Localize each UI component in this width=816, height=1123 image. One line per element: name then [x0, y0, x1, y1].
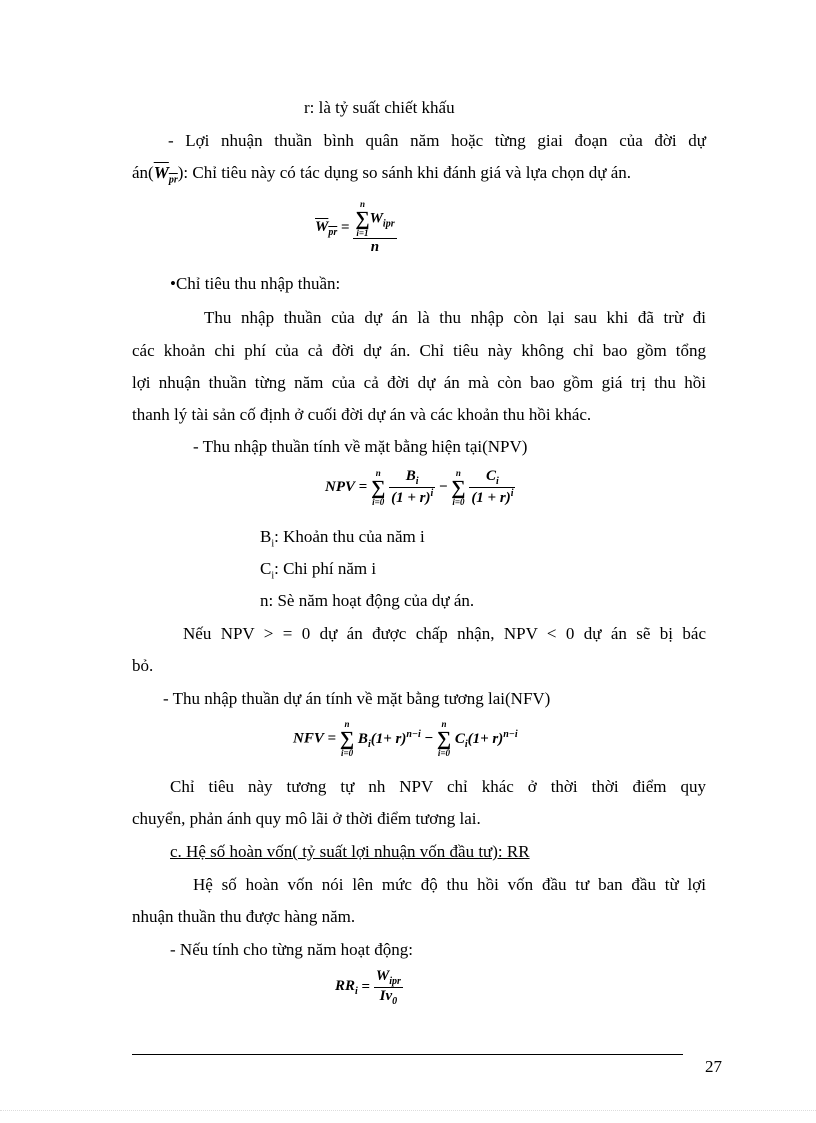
footer-rule	[132, 1054, 683, 1055]
text-line: lợi nhuận thuần từng năm của cả đời dự án mà còn bao gồm giá trị thu hồi	[132, 373, 706, 392]
text-line: $C_i$: Chi phí năm i	[260, 559, 377, 582]
text-line: - Lợi nhuận thuần bình quân năm hoặc từng giai đoạn của đời dự	[168, 131, 706, 150]
text-line: n: Sè năm hoạt động của dự án.	[260, 591, 475, 610]
formula-average-profit: $W_{pr}$ = n ∑ i=1 $W_{ipr}$ n	[315, 199, 395, 255]
page-edge	[0, 1110, 816, 1111]
w-pr-symbol: $W_{pr}$	[153, 163, 178, 186]
text-line: r: là tỷ suất chiết khấu	[304, 98, 455, 117]
text-line: bỏ.	[132, 656, 154, 675]
section-heading: c. Hệ số hoàn vốn( tỷ suất lợi nhuận vốn đầu tư): RR	[170, 842, 530, 861]
formula-nfv: NFV = n ∑ i=0 $B_i(1+ r)^{n-i}$ − n ∑ i=0 $C_i(1+ r)^{n-i}$	[293, 719, 518, 758]
text-line: Thu nhập thuần của dự án là thu nhập còn lại sau khi đã trừ đi	[204, 308, 706, 327]
text-fragment: ): Chỉ tiêu này có tác dụng so sánh khi đánh giá và lựa chọn dự án.	[177, 163, 631, 182]
formula-rr: $RR_i$ = $\frac{W_{ipr}}{Iv_0}$	[335, 968, 401, 1007]
page-number: 27	[705, 1057, 722, 1076]
text-line: Hệ số hoàn vốn nói lên mức độ thu hồi vốn đầu tư ban đầu từ lợi	[193, 875, 706, 894]
text-line: $B_i$: Khoản thu của năm i	[260, 527, 425, 550]
text-line: •Chỉ tiêu thu nhập thuần:	[170, 274, 341, 293]
text-line	[132, 162, 631, 191]
text-line: - Thu nhập thuần dự án tính về mặt bằng tương lai(NFV)	[163, 689, 551, 708]
text-line: Chỉ tiêu này tương tự nh NPV chỉ khác ở thời thời điểm quy	[170, 777, 706, 796]
text-fragment: án(	[132, 163, 154, 182]
text-line: thanh lý tài sản cố định ở cuối đời dự án và các khoản thu hồi khác.	[132, 405, 592, 424]
formula-npv: NPV = n ∑ i=0 $\frac{B_i}{(1 + r)^i}$ − n ∑ i=0 $\frac{C_i}{(1 + r)^i}$	[325, 467, 514, 507]
text-line: Nếu NPV > = 0 dự án được chấp nhận, NPV < 0 dự án sẽ bị bác	[183, 624, 706, 643]
text-line: - Nếu tính cho từng năm hoạt động:	[170, 940, 413, 959]
text-line: các khoản chi phí của cả đời dự án. Chỉ tiêu này không chỉ bao gồm tổng	[132, 341, 706, 360]
text-line: nhuận thuần thu được hàng năm.	[132, 907, 356, 926]
text-line: - Thu nhập thuần tính về mặt bằng hiện tại(NPV)	[193, 437, 528, 456]
text-line: chuyển, phản ánh quy mô lãi ở thời điểm tương lai.	[132, 809, 481, 828]
